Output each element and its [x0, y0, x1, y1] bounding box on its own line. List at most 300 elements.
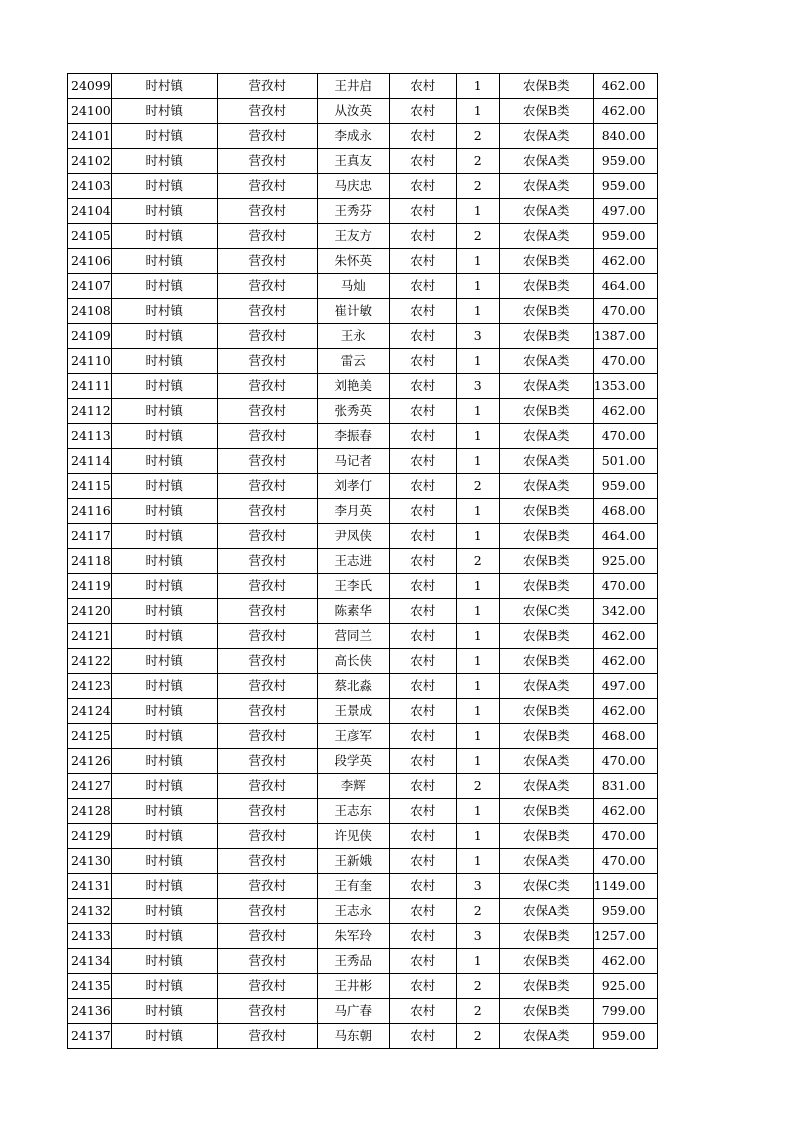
table-row: [68, 174, 658, 199]
amount-cell: 462.00: [593, 624, 658, 649]
name-cell: 蔡北淼: [317, 674, 389, 699]
area-type-cell: 农村: [389, 574, 456, 599]
household-count-cell: 1: [456, 949, 499, 974]
category-cell: 农保A类: [499, 474, 593, 499]
amount-cell: 462.00: [593, 949, 658, 974]
area-type-cell: 农村: [389, 849, 456, 874]
table-row: [68, 549, 658, 574]
name-cell: 王志永: [317, 899, 389, 924]
record-id-cell: 24133: [68, 924, 112, 949]
village-cell: 营孜村: [217, 149, 317, 174]
amount-cell: 462.00: [593, 649, 658, 674]
household-count-cell: 1: [456, 624, 499, 649]
name-cell: 王永: [317, 324, 389, 349]
record-id-cell: 24100: [68, 99, 112, 124]
record-id-cell: 24134: [68, 949, 112, 974]
town-cell: 时村镇: [111, 799, 217, 824]
category-cell: 农保B类: [499, 499, 593, 524]
household-count-cell: 2: [456, 974, 499, 999]
record-id-cell: 24101: [68, 124, 112, 149]
town-cell: 时村镇: [111, 124, 217, 149]
name-cell: 王秀品: [317, 949, 389, 974]
town-cell: 时村镇: [111, 199, 217, 224]
town-cell: 时村镇: [111, 624, 217, 649]
table-row: [68, 874, 658, 899]
table-row: [68, 124, 658, 149]
village-cell: 营孜村: [217, 649, 317, 674]
amount-cell: 959.00: [593, 1024, 658, 1049]
table-row: [68, 199, 658, 224]
household-count-cell: 3: [456, 874, 499, 899]
category-cell: 农保C类: [499, 874, 593, 899]
village-cell: 营孜村: [217, 349, 317, 374]
category-cell: 农保A类: [499, 349, 593, 374]
table-row: [68, 974, 658, 999]
village-cell: 营孜村: [217, 799, 317, 824]
name-cell: 朱军玲: [317, 924, 389, 949]
record-id-cell: 24116: [68, 499, 112, 524]
amount-cell: 959.00: [593, 224, 658, 249]
table-row: [68, 524, 658, 549]
table-row: [68, 224, 658, 249]
area-type-cell: 农村: [389, 999, 456, 1024]
table-row: [68, 149, 658, 174]
village-cell: 营孜村: [217, 224, 317, 249]
record-id-cell: 24103: [68, 174, 112, 199]
amount-cell: 925.00: [593, 549, 658, 574]
town-cell: 时村镇: [111, 174, 217, 199]
village-cell: 营孜村: [217, 699, 317, 724]
town-cell: 时村镇: [111, 399, 217, 424]
name-cell: 王李氏: [317, 574, 389, 599]
village-cell: 营孜村: [217, 574, 317, 599]
amount-cell: 470.00: [593, 849, 658, 874]
household-count-cell: 1: [456, 99, 499, 124]
category-cell: 农保B类: [499, 624, 593, 649]
category-cell: 农保A类: [499, 224, 593, 249]
village-cell: 营孜村: [217, 1024, 317, 1049]
area-type-cell: 农村: [389, 299, 456, 324]
table-row: [68, 424, 658, 449]
town-cell: 时村镇: [111, 524, 217, 549]
record-id-cell: 24110: [68, 349, 112, 374]
area-type-cell: 农村: [389, 374, 456, 399]
area-type-cell: 农村: [389, 749, 456, 774]
category-cell: 农保A类: [499, 424, 593, 449]
amount-cell: 959.00: [593, 149, 658, 174]
village-cell: 营孜村: [217, 74, 317, 99]
name-cell: 马灿: [317, 274, 389, 299]
village-cell: 营孜村: [217, 899, 317, 924]
record-id-cell: 24106: [68, 249, 112, 274]
village-cell: 营孜村: [217, 949, 317, 974]
area-type-cell: 农村: [389, 699, 456, 724]
household-count-cell: 2: [456, 1024, 499, 1049]
household-count-cell: 1: [456, 424, 499, 449]
record-id-cell: 24112: [68, 399, 112, 424]
table-row: [68, 324, 658, 349]
amount-cell: 959.00: [593, 474, 658, 499]
table-row: [68, 449, 658, 474]
name-cell: 陈素华: [317, 599, 389, 624]
name-cell: 许见侠: [317, 824, 389, 849]
town-cell: 时村镇: [111, 274, 217, 299]
amount-cell: 925.00: [593, 974, 658, 999]
name-cell: 崔计敏: [317, 299, 389, 324]
category-cell: 农保A类: [499, 199, 593, 224]
category-cell: 农保B类: [499, 574, 593, 599]
name-cell: 王新娥: [317, 849, 389, 874]
name-cell: 段学英: [317, 749, 389, 774]
town-cell: 时村镇: [111, 449, 217, 474]
household-count-cell: 1: [456, 399, 499, 424]
table-row: [68, 824, 658, 849]
table-row: [68, 474, 658, 499]
category-cell: 农保A类: [499, 849, 593, 874]
record-id-cell: 24104: [68, 199, 112, 224]
name-cell: 马东朝: [317, 1024, 389, 1049]
record-id-cell: 24121: [68, 624, 112, 649]
village-cell: 营孜村: [217, 974, 317, 999]
village-cell: 营孜村: [217, 299, 317, 324]
household-count-cell: 1: [456, 349, 499, 374]
amount-cell: 959.00: [593, 899, 658, 924]
category-cell: 农保B类: [499, 324, 593, 349]
category-cell: 农保B类: [499, 524, 593, 549]
town-cell: 时村镇: [111, 1024, 217, 1049]
area-type-cell: 农村: [389, 399, 456, 424]
table-row: [68, 849, 658, 874]
area-type-cell: 农村: [389, 249, 456, 274]
village-cell: 营孜村: [217, 424, 317, 449]
category-cell: 农保B类: [499, 549, 593, 574]
town-cell: 时村镇: [111, 899, 217, 924]
record-id-cell: 24109: [68, 324, 112, 349]
village-cell: 营孜村: [217, 599, 317, 624]
area-type-cell: 农村: [389, 624, 456, 649]
area-type-cell: 农村: [389, 724, 456, 749]
area-type-cell: 农村: [389, 149, 456, 174]
household-count-cell: 1: [456, 499, 499, 524]
village-cell: 营孜村: [217, 849, 317, 874]
area-type-cell: 农村: [389, 274, 456, 299]
village-cell: 营孜村: [217, 874, 317, 899]
household-count-cell: 2: [456, 774, 499, 799]
category-cell: 农保B类: [499, 724, 593, 749]
village-cell: 营孜村: [217, 724, 317, 749]
category-cell: 农保A类: [499, 449, 593, 474]
category-cell: 农保A类: [499, 774, 593, 799]
amount-cell: 840.00: [593, 124, 658, 149]
name-cell: 王友方: [317, 224, 389, 249]
record-id-cell: 24111: [68, 374, 112, 399]
amount-cell: 462.00: [593, 249, 658, 274]
record-id-cell: 24123: [68, 674, 112, 699]
record-id-cell: 24113: [68, 424, 112, 449]
area-type-cell: 农村: [389, 424, 456, 449]
name-cell: 张秀英: [317, 399, 389, 424]
household-count-cell: 3: [456, 374, 499, 399]
table-row: [68, 949, 658, 974]
category-cell: 农保B类: [499, 249, 593, 274]
name-cell: 王有奎: [317, 874, 389, 899]
name-cell: 高长侠: [317, 649, 389, 674]
category-cell: 农保A类: [499, 749, 593, 774]
table-row: [68, 799, 658, 824]
amount-cell: 468.00: [593, 724, 658, 749]
household-count-cell: 1: [456, 674, 499, 699]
village-cell: 营孜村: [217, 249, 317, 274]
record-id-cell: 24127: [68, 774, 112, 799]
household-count-cell: 2: [456, 474, 499, 499]
name-cell: 王彦军: [317, 724, 389, 749]
table-body: [68, 74, 658, 1049]
town-cell: 时村镇: [111, 549, 217, 574]
town-cell: 时村镇: [111, 849, 217, 874]
household-count-cell: 1: [456, 699, 499, 724]
amount-cell: 464.00: [593, 524, 658, 549]
table-row: [68, 624, 658, 649]
household-count-cell: 2: [456, 224, 499, 249]
area-type-cell: 农村: [389, 549, 456, 574]
household-count-cell: 1: [456, 274, 499, 299]
record-id-cell: 24108: [68, 299, 112, 324]
area-type-cell: 农村: [389, 949, 456, 974]
amount-cell: 1353.00: [593, 374, 658, 399]
name-cell: 李月英: [317, 499, 389, 524]
household-count-cell: 2: [456, 149, 499, 174]
category-cell: 农保A类: [499, 124, 593, 149]
household-count-cell: 2: [456, 174, 499, 199]
name-cell: 李成永: [317, 124, 389, 149]
amount-cell: 470.00: [593, 424, 658, 449]
area-type-cell: 农村: [389, 599, 456, 624]
town-cell: 时村镇: [111, 974, 217, 999]
category-cell: 农保B类: [499, 299, 593, 324]
table-row: [68, 699, 658, 724]
village-cell: 营孜村: [217, 374, 317, 399]
town-cell: 时村镇: [111, 949, 217, 974]
category-cell: 农保B类: [499, 824, 593, 849]
area-type-cell: 农村: [389, 924, 456, 949]
village-cell: 营孜村: [217, 474, 317, 499]
area-type-cell: 农村: [389, 774, 456, 799]
village-cell: 营孜村: [217, 624, 317, 649]
household-count-cell: 2: [456, 999, 499, 1024]
town-cell: 时村镇: [111, 824, 217, 849]
record-id-cell: 24132: [68, 899, 112, 924]
category-cell: 农保B类: [499, 974, 593, 999]
village-cell: 营孜村: [217, 499, 317, 524]
village-cell: 营孜村: [217, 274, 317, 299]
household-count-cell: 2: [456, 124, 499, 149]
village-cell: 营孜村: [217, 824, 317, 849]
area-type-cell: 农村: [389, 449, 456, 474]
record-id-cell: 24120: [68, 599, 112, 624]
town-cell: 时村镇: [111, 374, 217, 399]
category-cell: 农保A类: [499, 899, 593, 924]
record-id-cell: 24122: [68, 649, 112, 674]
town-cell: 时村镇: [111, 599, 217, 624]
name-cell: 王真友: [317, 149, 389, 174]
household-count-cell: 1: [456, 849, 499, 874]
name-cell: 朱怀英: [317, 249, 389, 274]
category-cell: 农保A类: [499, 1024, 593, 1049]
amount-cell: 462.00: [593, 74, 658, 99]
data-table: [67, 73, 658, 1049]
town-cell: 时村镇: [111, 924, 217, 949]
amount-cell: 470.00: [593, 349, 658, 374]
household-count-cell: 1: [456, 599, 499, 624]
amount-cell: 497.00: [593, 674, 658, 699]
household-count-cell: 3: [456, 924, 499, 949]
area-type-cell: 农村: [389, 124, 456, 149]
record-id-cell: 24118: [68, 549, 112, 574]
household-count-cell: 1: [456, 574, 499, 599]
category-cell: 农保B类: [499, 924, 593, 949]
household-count-cell: 1: [456, 749, 499, 774]
village-cell: 营孜村: [217, 924, 317, 949]
name-cell: 王秀芬: [317, 199, 389, 224]
table-row: [68, 924, 658, 949]
category-cell: 农保B类: [499, 99, 593, 124]
category-cell: 农保A类: [499, 149, 593, 174]
table-row: [68, 599, 658, 624]
household-count-cell: 1: [456, 524, 499, 549]
record-id-cell: 24105: [68, 224, 112, 249]
town-cell: 时村镇: [111, 474, 217, 499]
amount-cell: 1257.00: [593, 924, 658, 949]
record-id-cell: 24114: [68, 449, 112, 474]
table-row: [68, 724, 658, 749]
name-cell: 王志进: [317, 549, 389, 574]
record-id-cell: 24102: [68, 149, 112, 174]
amount-cell: 1387.00: [593, 324, 658, 349]
village-cell: 营孜村: [217, 749, 317, 774]
town-cell: 时村镇: [111, 674, 217, 699]
town-cell: 时村镇: [111, 999, 217, 1024]
table-row: [68, 499, 658, 524]
village-cell: 营孜村: [217, 324, 317, 349]
category-cell: 农保B类: [499, 799, 593, 824]
category-cell: 农保A类: [499, 174, 593, 199]
household-count-cell: 1: [456, 74, 499, 99]
village-cell: 营孜村: [217, 449, 317, 474]
record-id-cell: 24099: [68, 74, 112, 99]
table-row: [68, 299, 658, 324]
category-cell: 农保B类: [499, 699, 593, 724]
village-cell: 营孜村: [217, 524, 317, 549]
name-cell: 马广春: [317, 999, 389, 1024]
area-type-cell: 农村: [389, 899, 456, 924]
town-cell: 时村镇: [111, 249, 217, 274]
record-id-cell: 24119: [68, 574, 112, 599]
area-type-cell: 农村: [389, 874, 456, 899]
household-count-cell: 1: [456, 199, 499, 224]
household-count-cell: 1: [456, 824, 499, 849]
town-cell: 时村镇: [111, 699, 217, 724]
record-id-cell: 24130: [68, 849, 112, 874]
village-cell: 营孜村: [217, 199, 317, 224]
record-id-cell: 24129: [68, 824, 112, 849]
table-row: [68, 74, 658, 99]
name-cell: 雷云: [317, 349, 389, 374]
record-id-cell: 24115: [68, 474, 112, 499]
category-cell: 农保B类: [499, 74, 593, 99]
village-cell: 营孜村: [217, 174, 317, 199]
record-id-cell: 24124: [68, 699, 112, 724]
town-cell: 时村镇: [111, 774, 217, 799]
village-cell: 营孜村: [217, 99, 317, 124]
town-cell: 时村镇: [111, 324, 217, 349]
record-id-cell: 24131: [68, 874, 112, 899]
town-cell: 时村镇: [111, 74, 217, 99]
table-row: [68, 899, 658, 924]
category-cell: 农保B类: [499, 999, 593, 1024]
category-cell: 农保B类: [499, 399, 593, 424]
table-row: [68, 674, 658, 699]
village-cell: 营孜村: [217, 124, 317, 149]
name-cell: 马庆忠: [317, 174, 389, 199]
town-cell: 时村镇: [111, 299, 217, 324]
household-count-cell: 1: [456, 249, 499, 274]
amount-cell: 959.00: [593, 174, 658, 199]
amount-cell: 462.00: [593, 399, 658, 424]
table-row: [68, 249, 658, 274]
town-cell: 时村镇: [111, 424, 217, 449]
household-count-cell: 2: [456, 899, 499, 924]
table-row: [68, 574, 658, 599]
name-cell: 李辉: [317, 774, 389, 799]
area-type-cell: 农村: [389, 1024, 456, 1049]
category-cell: 农保A类: [499, 374, 593, 399]
table-row: [68, 374, 658, 399]
area-type-cell: 农村: [389, 799, 456, 824]
record-id-cell: 24126: [68, 749, 112, 774]
name-cell: 王志东: [317, 799, 389, 824]
household-count-cell: 1: [456, 649, 499, 674]
household-count-cell: 1: [456, 799, 499, 824]
area-type-cell: 农村: [389, 649, 456, 674]
name-cell: 王井彬: [317, 974, 389, 999]
amount-cell: 342.00: [593, 599, 658, 624]
area-type-cell: 农村: [389, 99, 456, 124]
amount-cell: 831.00: [593, 774, 658, 799]
amount-cell: 799.00: [593, 999, 658, 1024]
area-type-cell: 农村: [389, 474, 456, 499]
area-type-cell: 农村: [389, 74, 456, 99]
town-cell: 时村镇: [111, 349, 217, 374]
village-cell: 营孜村: [217, 774, 317, 799]
household-count-cell: 2: [456, 549, 499, 574]
category-cell: 农保C类: [499, 599, 593, 624]
household-count-cell: 1: [456, 299, 499, 324]
area-type-cell: 农村: [389, 499, 456, 524]
table-row: [68, 749, 658, 774]
category-cell: 农保B类: [499, 949, 593, 974]
town-cell: 时村镇: [111, 724, 217, 749]
amount-cell: 501.00: [593, 449, 658, 474]
name-cell: 尹凤侠: [317, 524, 389, 549]
name-cell: 刘艳美: [317, 374, 389, 399]
record-id-cell: 24128: [68, 799, 112, 824]
amount-cell: 464.00: [593, 274, 658, 299]
name-cell: 李振春: [317, 424, 389, 449]
amount-cell: 470.00: [593, 824, 658, 849]
area-type-cell: 农村: [389, 824, 456, 849]
name-cell: 刘孝仃: [317, 474, 389, 499]
name-cell: 王井启: [317, 74, 389, 99]
